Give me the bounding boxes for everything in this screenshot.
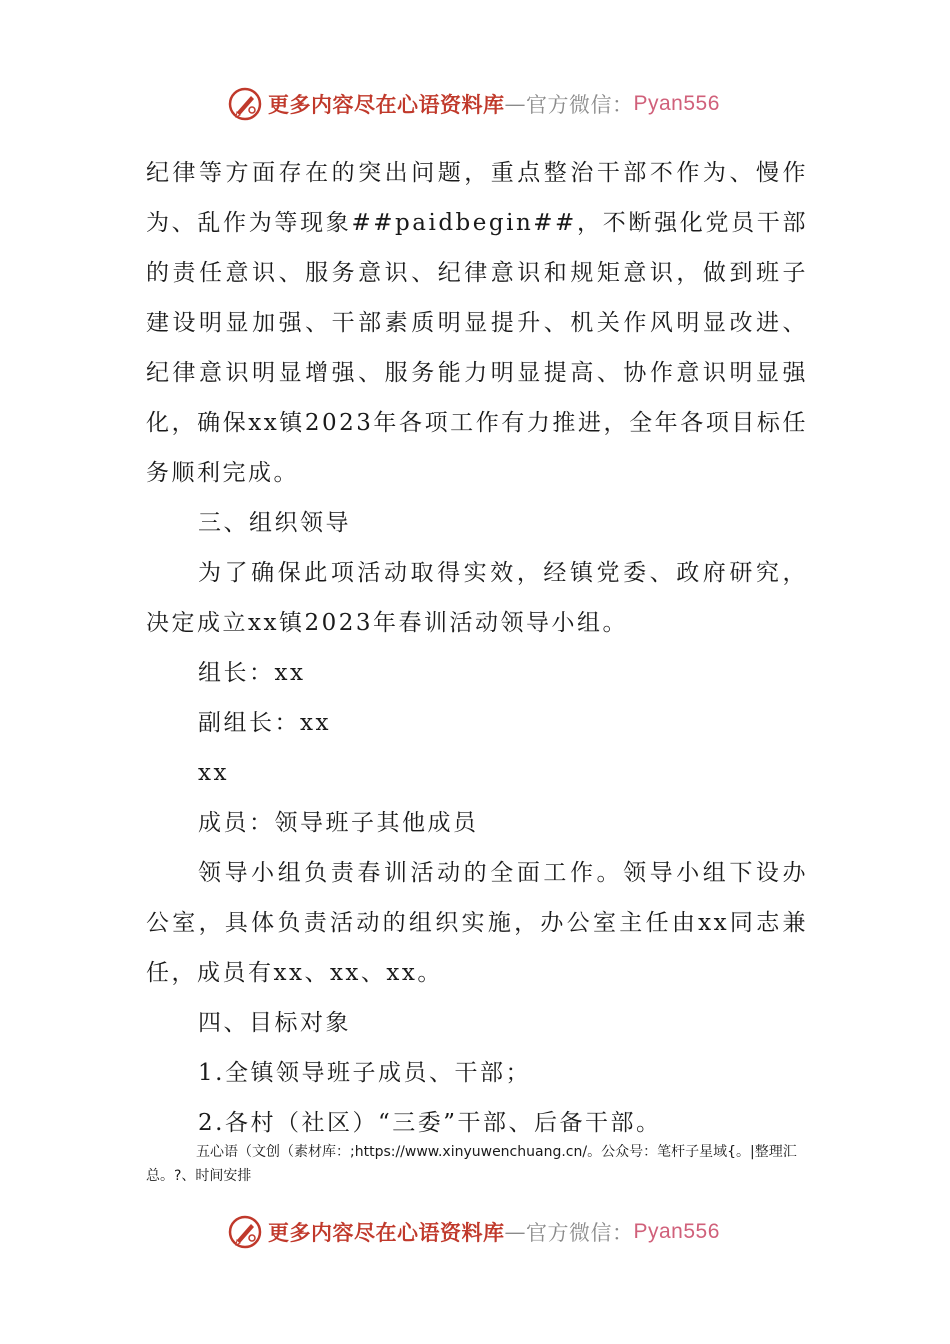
banner-dash: — bbox=[504, 1220, 526, 1244]
group-leader: 组长：xx bbox=[198, 660, 306, 686]
footer-banner bbox=[228, 1212, 748, 1252]
document-body bbox=[146, 148, 808, 1148]
target-item-2: 2.各村（社区）“三委”干部、后备干部。 bbox=[198, 1110, 662, 1136]
section-heading-organization: 三、组织领导 bbox=[198, 510, 351, 536]
banner-wechat-label: 官方微信： bbox=[526, 93, 634, 117]
group-members: 成员：领导班子其他成员 bbox=[198, 810, 479, 836]
banner-dash: — bbox=[504, 92, 526, 116]
deputy-leader-2: xx bbox=[198, 760, 229, 786]
paragraph-leading-group: 为了确保此项活动取得实效，经镇党委、政府研究，决定成立xx镇2023年春训活动领导小组。 bbox=[146, 560, 808, 636]
target-item-1: 1.全镇领导班子成员、干部； bbox=[198, 1060, 531, 1086]
banner-wechat-id: Pyan556 bbox=[633, 1220, 720, 1243]
deputy-leader: 副组长：xx bbox=[198, 710, 331, 736]
banner-wechat-label: 官方微信： bbox=[526, 1221, 634, 1245]
pen-logo-icon bbox=[228, 1215, 262, 1249]
banner-title: 更多内容尽在心语资料库 bbox=[268, 92, 505, 117]
source-footnote: 五心语（文创（素材库：;https://www.xinyuwenchuang.cn/。公众号：笔杆子星域{。|整理汇总。?、时间安排 bbox=[146, 1144, 797, 1184]
paragraph-office: 领导小组负责春训活动的全面工作。领导小组下设办公室，具体负责活动的组织实施，办公室主任由xx同志兼任，成员有xx、xx、xx。 bbox=[146, 860, 808, 986]
section-heading-targets: 四、目标对象 bbox=[198, 1010, 351, 1036]
banner-title: 更多内容尽在心语资料库 bbox=[268, 1220, 505, 1245]
pen-logo-icon bbox=[228, 87, 262, 121]
header-banner bbox=[228, 84, 748, 124]
paragraph-continuation: 纪律等方面存在的突出问题，重点整治干部不作为、慢作为、乱作为等现象##paidbegin##，不断强化党员干部的责任意识、服务意识、纪律意识和规矩意识，做到班子建设明显加强、干部素质明显提升、机关作风明显改进、纪律意识明显增强、服务能力明显提高、协作意识明显强化，确保xx镇2023年各项工作有力推进，全年各项目标任务顺利完成。 bbox=[146, 160, 808, 486]
banner-wechat-id: Pyan556 bbox=[633, 92, 720, 115]
